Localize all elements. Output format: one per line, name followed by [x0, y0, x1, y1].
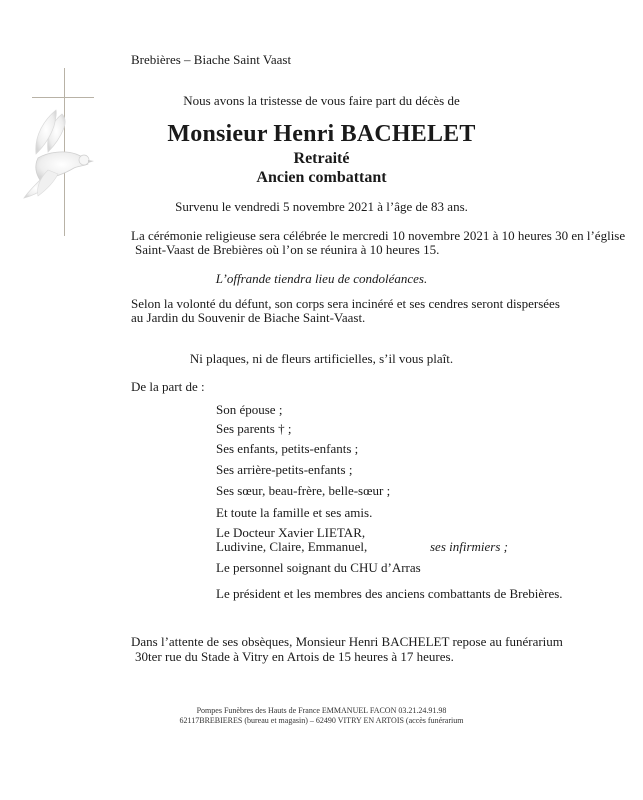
chu-staff: Le personnel soignant du CHU d’Arras	[216, 560, 421, 575]
family-item: Ses arrière-petits-enfants ;	[216, 462, 353, 477]
intro-text: Nous avons la tristesse de vous faire part du décès de	[183, 93, 460, 108]
footer-line-1: Pompes Funèbres des Hauts de France EMMANUEL FACON 03.21.24.91.98	[196, 706, 447, 715]
death-date: Survenu le vendredi 5 novembre 2021 à l’âge de 83 ans.	[175, 199, 468, 214]
deceased-name: Monsieur Henri BACHELET	[167, 121, 476, 147]
ceremony-line-1: La cérémonie religieuse sera célébrée le mercredi 10 novembre 2021 à 10 heures 30 en l’église	[131, 228, 626, 243]
funerarium-line-1: Dans l’attente de ses obsèques, Monsieur Henri BACHELET repose au funérarium	[131, 634, 563, 649]
family-item: Son épouse ;	[216, 402, 283, 417]
funerarium-line-2: 30ter rue du Stade à Vitry en Artois de 15 heures à 17 heures.	[135, 649, 454, 664]
no-flowers-note: Ni plaques, ni de fleurs artificielles, s’il vous plaît.	[189, 351, 454, 366]
family-item: Ses parents † ;	[216, 421, 292, 436]
cremation-line-2: au Jardin du Souvenir de Biache Saint-Vaast.	[131, 310, 366, 325]
title-retraite: Retraité	[293, 150, 350, 167]
family-item: Ses enfants, petits-enfants ;	[216, 441, 359, 456]
nurses-role: ses infirmiers ;	[430, 539, 508, 554]
offering-note: L’offrande tiendra lieu de condoléances.	[215, 271, 428, 286]
title-ancien-combattant: Ancien combattant	[256, 169, 387, 186]
family-item: Et toute la famille et ses amis.	[216, 505, 373, 520]
cremation-line-1: Selon la volonté du défunt, son corps sera incinéré et ses cendres seront dispersées	[131, 296, 560, 311]
location-header: Brebières – Biache Saint Vaast	[131, 52, 292, 67]
family-item: Ses sœur, beau-frère, belle-sœur ;	[216, 483, 391, 498]
ceremony-line-2: Saint-Vaast de Brebières où l’on se réunira à 10 heures 15.	[135, 242, 440, 257]
nurses-names: Ludivine, Claire, Emmanuel,	[216, 539, 368, 554]
footer-line-2: 62117BREBIERES (bureau et magasin) – 62490 VITRY EN ARTOIS (accès funérarium	[179, 716, 464, 725]
veterans-line: Le président et les membres des anciens combattants de Brebières.	[216, 586, 563, 601]
doctor-line: Le Docteur Xavier LIETAR,	[216, 525, 366, 540]
family-heading: De la part de :	[131, 379, 205, 394]
